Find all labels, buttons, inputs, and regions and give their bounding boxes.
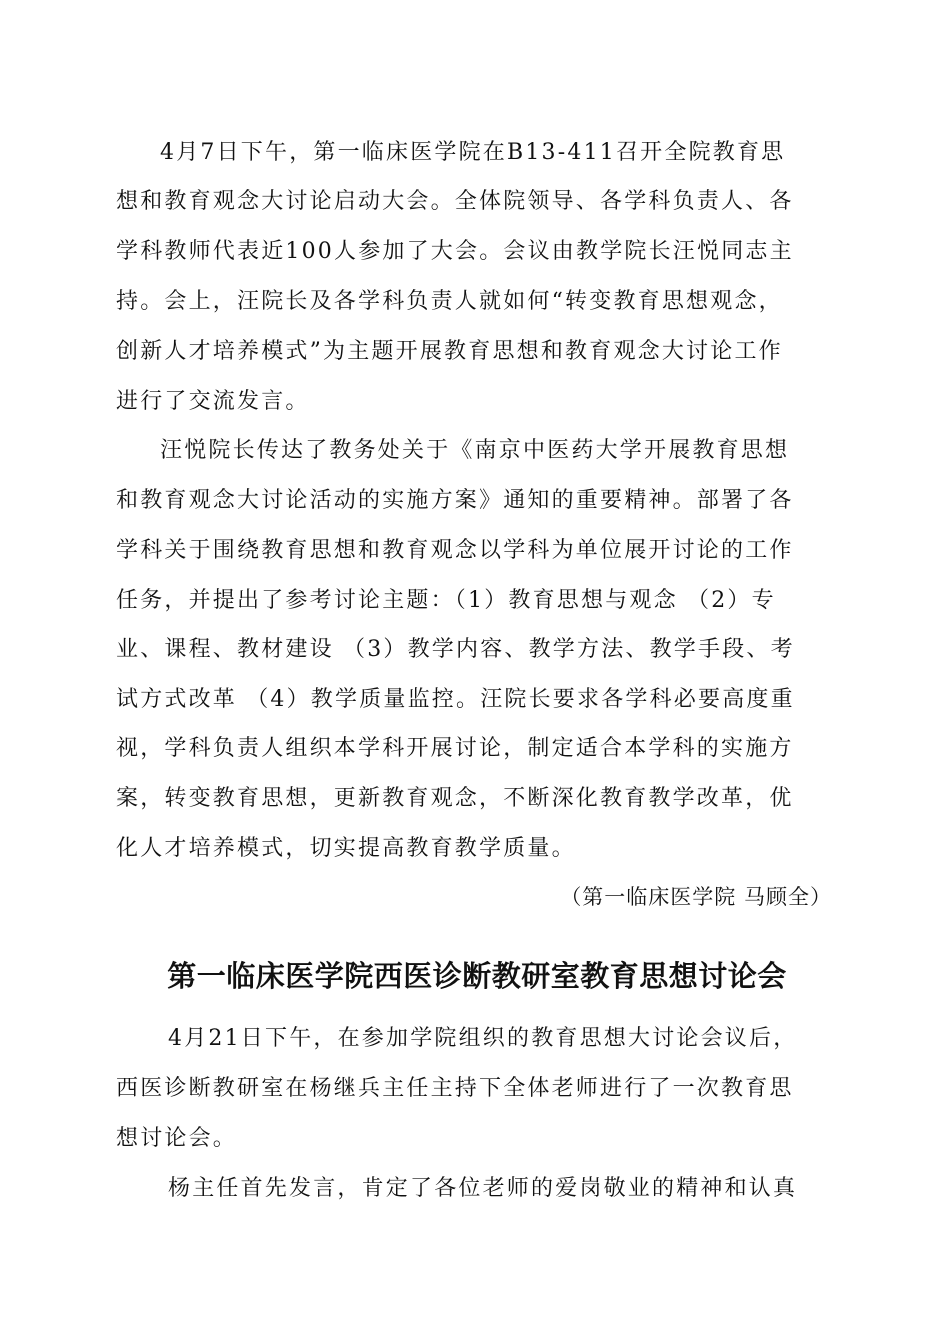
paragraph-line: 4月21日下午，在参加学院组织的教育思想大讨论会议后， xyxy=(168,1026,798,1051)
paragraph-line: 想讨论会。 xyxy=(116,1126,238,1151)
paragraph-line: 西医诊断教研室在杨继兵主任主持下全体老师进行了一次教育思 xyxy=(116,1076,794,1101)
paragraph-line: 学科关于围绕教育思想和教育观念以学科为单位展开讨论的工作 xyxy=(116,538,794,563)
paragraph-line: 持。会上，汪院长及各学科负责人就如何“转变教育思想观念， xyxy=(116,289,783,314)
paragraph-line: 化人才培养模式，切实提高教育教学质量。 xyxy=(116,836,576,861)
paragraph-line: 想和教育观念大讨论启动大会。全体院领导、各学科负责人、各 xyxy=(116,189,794,214)
paragraph-line: 创新人才培养模式”为主题开展教育思想和教育观念大讨论工作 xyxy=(116,339,783,364)
paragraph-line: 4月7日下午，第一临床医学院在B13-411召开全院教育思 xyxy=(160,140,786,165)
paragraph-line: 进行了交流发言。 xyxy=(116,389,310,414)
paragraph-line: 任务，并提出了参考讨论主题：（1）教育思想与观念 （2）专 xyxy=(116,588,776,613)
paragraph-line: 汪悦院长传达了教务处关于《南京中医药大学开展教育思想 xyxy=(160,438,790,463)
paragraph-line: 杨主任首先发言，肯定了各位老师的爱岗敬业的精神和认真 xyxy=(168,1176,798,1201)
paragraph-line: 业、课程、教材建设 （3）教学内容、教学方法、教学手段、考 xyxy=(116,637,795,662)
paragraph-line: 试方式改革 （4）教学质量监控。汪院长要求各学科必要高度重 xyxy=(116,687,795,712)
author-signature: （第一临床医学院 马顾全） xyxy=(560,885,832,909)
paragraph-line: 和教育观念大讨论活动的实施方案》通知的重要精神。部署了各 xyxy=(116,488,794,513)
paragraph-line: 案，转变教育思想，更新教育观念，不断深化教育教学改革，优 xyxy=(116,786,794,811)
article-title: 第一临床医学院西医诊断教研室教育思想讨论会 xyxy=(167,959,787,993)
paragraph-line: 视，学科负责人组织本学科开展讨论，制定适合本学科的实施方 xyxy=(116,736,794,761)
paragraph-line: 学科教师代表近100人参加了大会。会议由教学院长汪悦同志主 xyxy=(116,239,794,264)
